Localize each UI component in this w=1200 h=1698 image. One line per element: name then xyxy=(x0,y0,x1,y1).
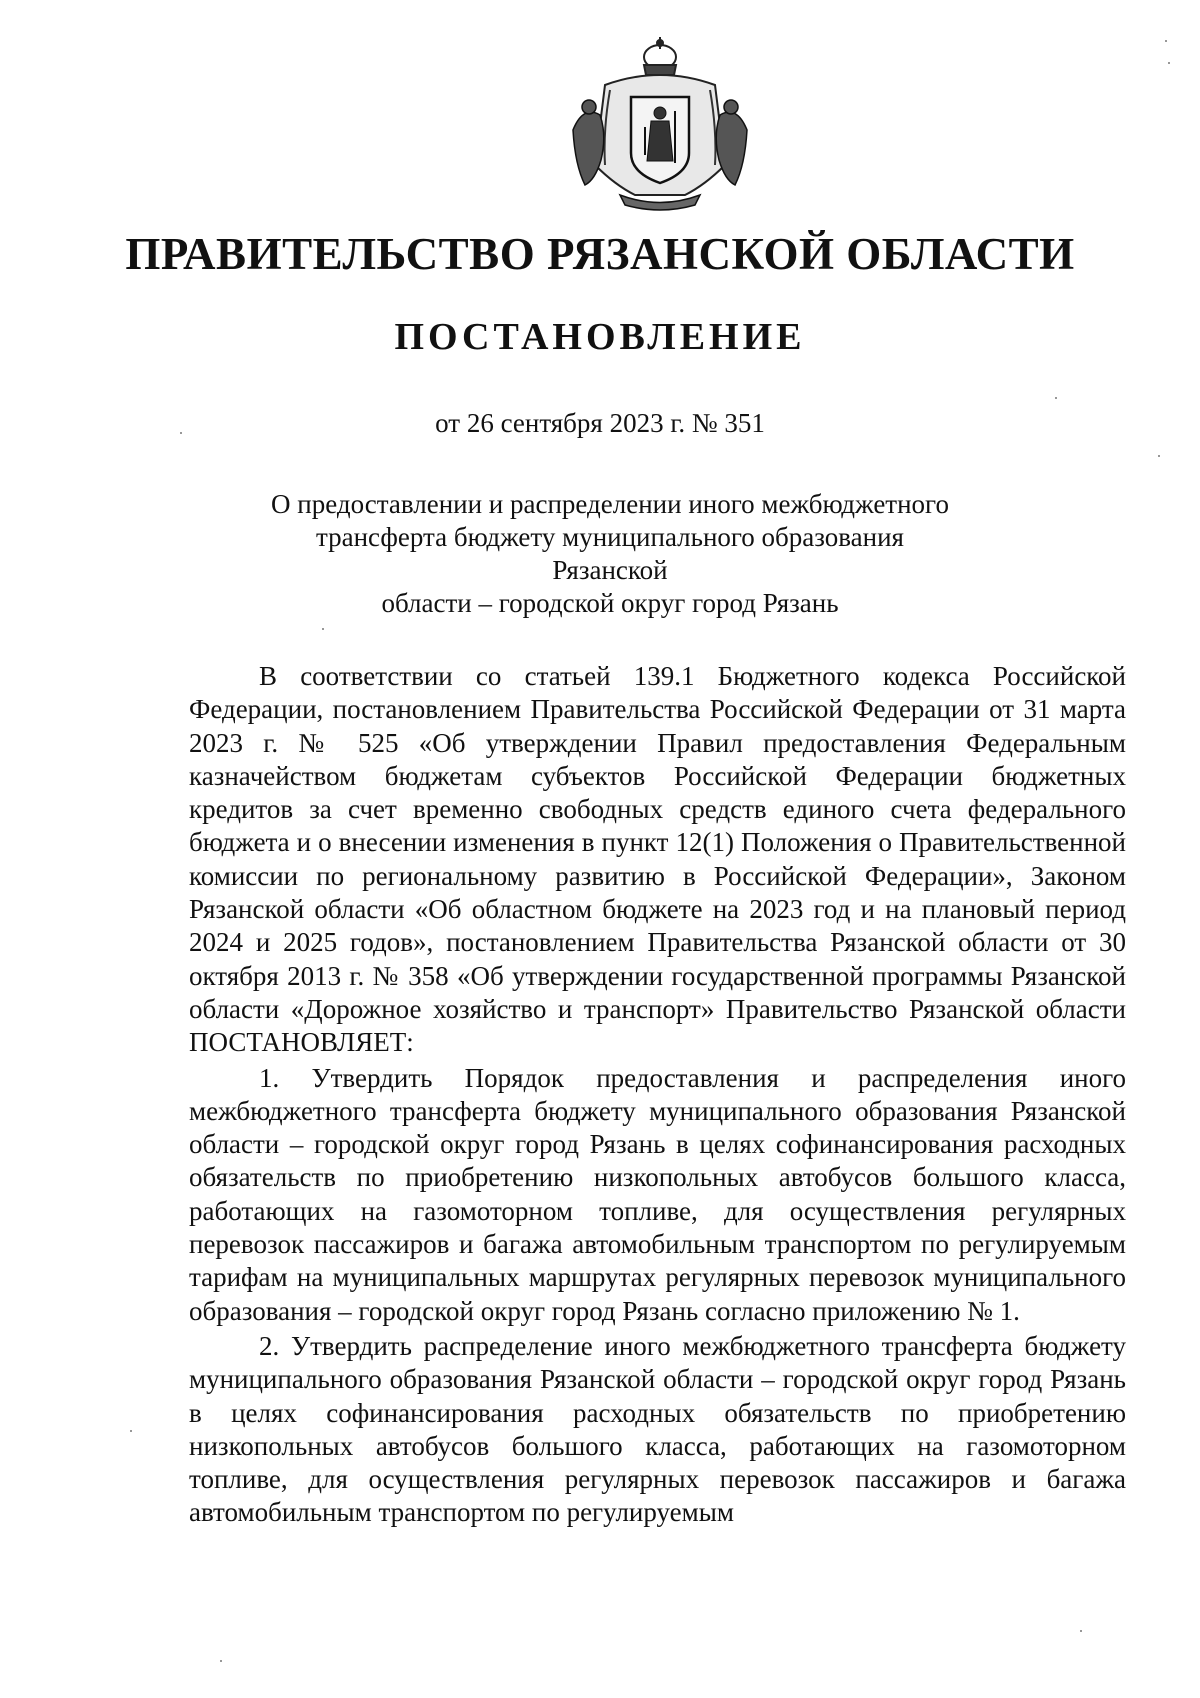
document-type-heading: ПОСТАНОВЛЕНИЕ xyxy=(394,316,806,358)
scan-speck xyxy=(180,432,182,434)
document-subject xyxy=(270,488,950,620)
item-1-paragraph: 1. Утвердить Порядок предоставления и распределения иного межбюджетного трансферта бюджету муниципального образования Рязанской области – городской округ город Рязань в целях софинансирования расходных обязательств по приобретению низкопольных автобусов большого класса, работающих на газомоторном топливе, для осуществления регулярных перевозок пассажиров и багажа автомобильным транспортом по регулируемым тарифам на муниципальных маршрутах регулярных перевозок муниципального образования – городской округ город Рязань согласно приложению № 1. xyxy=(189,1062,1126,1326)
scan-speck xyxy=(1168,62,1170,64)
preamble-paragraph: В соответствии со статьей 139.1 Бюджетного кодекса Российской Федерации, постановлением Правительства Российской Федерации от 31 марта 2023 г. № 525 «Об утверждении Правил предоставления Федеральным казначейством бюджетам субъектов Российской Федерации бюджетных кредитов за счет временно свободных средств единого счета федерального бюджета и о внесении изменения в пункт 12(1) Положения о Правительственной комиссии по региональному развитию в Российской Федерации», Законом Рязанской области «Об областном бюджете на 2023 год и на плановый период 2024 и 2025 годов», постановлением Правительства Рязанской области от 30 октября 2013 г. № 358 «Об утверждении государственной программы Рязанской области «Дорожное хозяйство и транспорт» Правительство Рязанской области ПОСТАНОВЛЯЕТ: xyxy=(189,661,1126,1058)
document-date-number: от 26 сентября 2023 г. № 351 xyxy=(435,408,765,438)
subject-line: области – городской округ город Рязань xyxy=(381,588,839,618)
item-2-paragraph: 2. Утвердить распределение иного межбюджетного трансферта бюджету муниципального образования Рязанской области – городской округ город Рязань в целях софинансирования расходных обязательств по приобретению низкопольных автобусов большого класса, работающих на газомоторном топливе, для осуществления регулярных перевозок пассажиров и багажа автомобильным транспортом по регулируемым xyxy=(189,1330,1126,1528)
scan-speck xyxy=(220,1660,222,1662)
subject-line: трансферта бюджету муниципального образования Рязанской xyxy=(316,522,904,585)
subject-line: О предоставлении и распределении иного межбюджетного xyxy=(271,489,949,519)
coat-of-arms-emblem xyxy=(565,35,755,215)
government-title: ПРАВИТЕЛЬСТВО РЯЗАНСКОЙ ОБЛАСТИ xyxy=(125,229,1075,279)
scan-speck xyxy=(1165,40,1167,42)
scan-speck xyxy=(1158,455,1160,457)
scan-speck xyxy=(1055,397,1057,399)
scan-speck xyxy=(1080,1630,1082,1632)
scan-speck xyxy=(130,1430,132,1432)
document-body xyxy=(189,660,1126,1530)
scan-speck xyxy=(322,628,324,630)
